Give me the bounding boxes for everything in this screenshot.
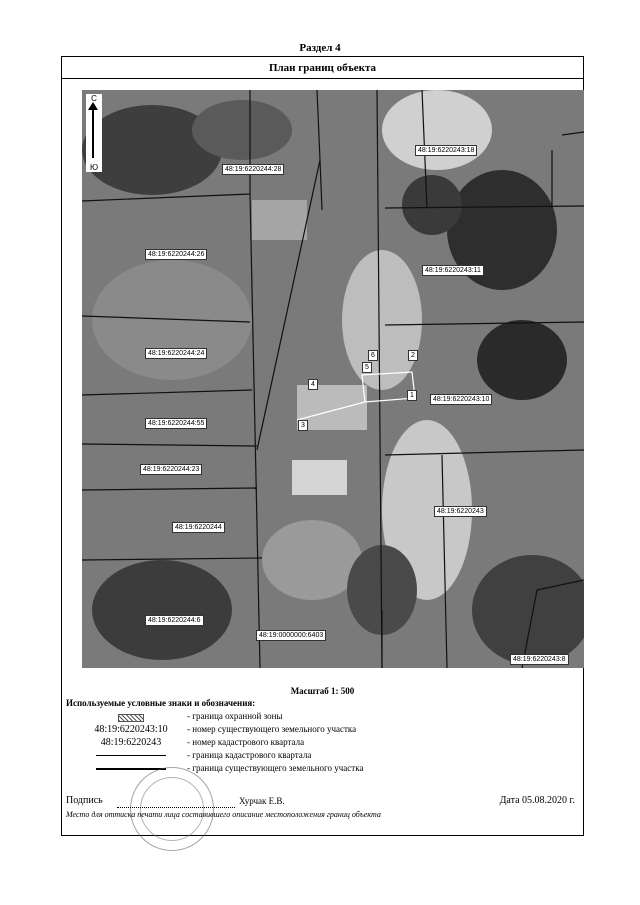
parcel-label: 48:19:6220243:18 xyxy=(415,145,477,156)
signature-label: Подпись xyxy=(66,795,103,806)
legend-symbol-text: 48:19:6220243:10 xyxy=(94,724,168,735)
parcel-label: 48:19:0000000:6403 xyxy=(256,630,326,641)
point-label: 2 xyxy=(408,350,418,361)
thin-line-symbol-icon xyxy=(96,755,166,756)
tree-canopy xyxy=(192,100,292,160)
tree-canopy xyxy=(402,175,462,235)
bright-area xyxy=(342,250,422,390)
legend-desc: - граница охранной зоны xyxy=(187,711,283,721)
grass-area xyxy=(262,520,362,600)
legend-symbol-text: 48:19:6220243 xyxy=(100,737,162,748)
legend-row xyxy=(62,737,583,750)
tree-canopy xyxy=(477,320,567,400)
legend-row xyxy=(62,711,583,724)
document-date: Дата 05.08.2020 г. xyxy=(499,795,575,806)
parcel-label: 48:19:6220243:10 xyxy=(430,394,492,405)
legend-desc: - граница кадастрового квартала xyxy=(187,750,312,760)
south-label: Ю xyxy=(89,163,99,172)
north-label: С xyxy=(91,94,97,103)
legend-row xyxy=(62,724,583,737)
stamp-note: Место для оттиска печати лица составившего описание местоположения границ объекта xyxy=(66,810,381,819)
signature-line xyxy=(117,807,235,808)
parcel-label: 48:19:6220244:28 xyxy=(222,164,284,175)
legend-title: Используемые условные знаки и обозначения: xyxy=(66,698,256,708)
point-label: 4 xyxy=(308,379,318,390)
hatch-symbol-icon xyxy=(118,714,144,722)
north-arrow xyxy=(86,94,102,172)
building-roof xyxy=(292,460,347,495)
legend-desc: - номер существующего земельного участка xyxy=(187,724,357,734)
legend-row xyxy=(62,750,583,763)
legend-desc: - граница существующего земельного участка xyxy=(187,763,364,773)
point-label: 5 xyxy=(362,362,372,373)
document-frame xyxy=(61,56,584,836)
point-label: 3 xyxy=(298,420,308,431)
parcel-label: 48:19:6220243:11 xyxy=(422,265,484,276)
parcel-label: 48:19:6220244 xyxy=(172,522,225,533)
point-label: 1 xyxy=(407,390,417,401)
bright-area xyxy=(382,90,492,170)
signature-name: Хурчак Е.В. xyxy=(239,796,285,806)
section-title: Раздел 4 xyxy=(299,42,341,54)
parcel-label: 48:19:6220244:6 xyxy=(145,615,204,626)
parcel-label: 48:19:6220244:55 xyxy=(145,418,207,429)
north-arrow-icon xyxy=(92,106,94,158)
legend-desc: - номер кадастрового квартала xyxy=(187,737,305,747)
parcel-label: 48:19:6220244:24 xyxy=(145,348,207,359)
building-roof xyxy=(252,200,307,240)
frame-header: План границ объекта xyxy=(62,57,583,79)
tree-canopy xyxy=(92,560,232,660)
map-graphics xyxy=(82,90,584,668)
legend-row xyxy=(62,763,583,776)
stamp-seal xyxy=(130,767,214,851)
parcel-label: 48:19:6220243:8 xyxy=(510,654,569,665)
parcel-label: 48:19:6220244:23 xyxy=(140,464,202,475)
point-label: 6 xyxy=(368,350,378,361)
parcel-label: 48:19:6220243 xyxy=(434,506,487,517)
parcel-label: 48:19:6220244:26 xyxy=(145,249,207,260)
grass-area xyxy=(92,260,252,380)
satellite-map xyxy=(82,90,584,668)
scale-label: Масштаб 1: 500 xyxy=(290,686,355,696)
